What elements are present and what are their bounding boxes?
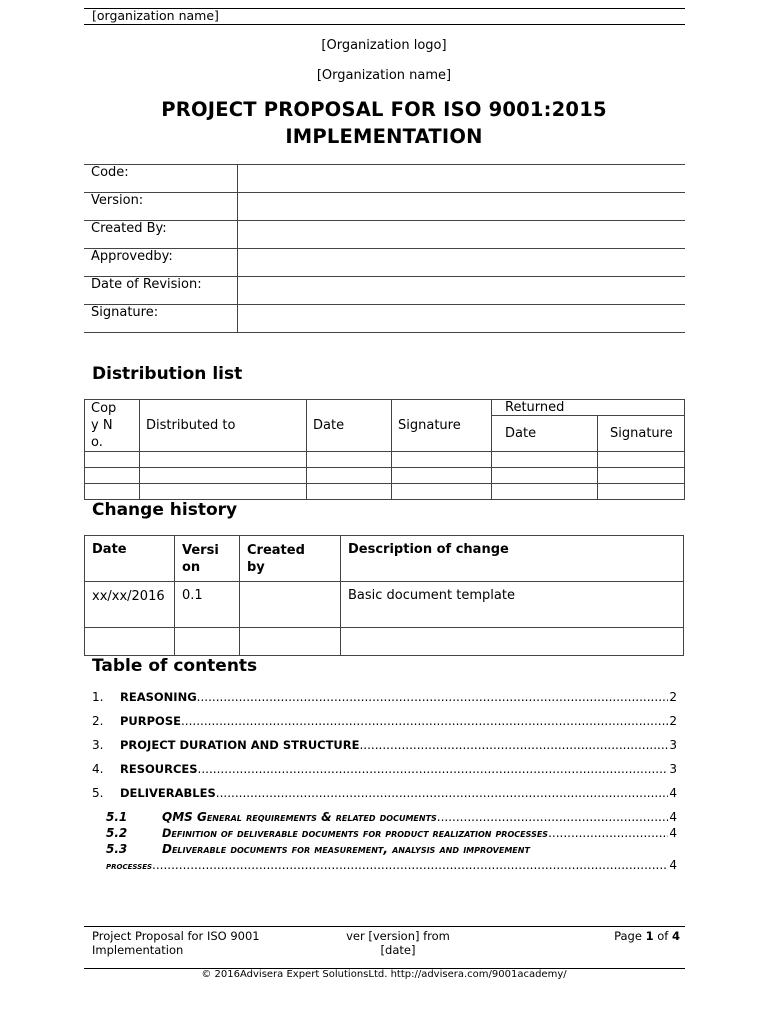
table-row xyxy=(85,628,684,656)
change-history-heading: Change history xyxy=(92,500,238,520)
date-of-revision-label: Date of Revision: xyxy=(84,277,238,305)
toc-list xyxy=(92,690,677,880)
toc-item[interactable]: 5. DELIVERABLES ..... 4 xyxy=(92,786,677,800)
copy-no-header: Copy No. xyxy=(85,400,140,452)
footer-copyright: © 2016Advisera Expert SolutionsLtd. http://advisera.com/9001academy/ xyxy=(201,969,567,980)
returned-signature-header: Signature xyxy=(598,416,685,452)
approved-by-label: Approvedby: xyxy=(84,249,238,277)
footer-top-rule xyxy=(84,926,685,927)
ch-cell-version: 0.1 xyxy=(175,582,240,628)
code-value[interactable] xyxy=(238,165,686,193)
org-name-placeholder: [Organization name] xyxy=(316,68,452,83)
version-value[interactable] xyxy=(238,193,686,221)
ch-created-by-header: Created by xyxy=(240,536,341,582)
code-label: Code: xyxy=(84,165,238,193)
header-org-name: [organization name] xyxy=(92,8,219,23)
logo-placeholder: [Organization logo] xyxy=(321,38,447,53)
signature-header: Signature xyxy=(392,400,492,452)
date-header: Date xyxy=(307,400,392,452)
approved-by-value[interactable] xyxy=(238,249,686,277)
toc-subitem[interactable]: 5.1 QMS General requirements & related documents ..... 4 xyxy=(106,810,677,824)
created-by-label: Created By: xyxy=(84,221,238,249)
signature-value[interactable] xyxy=(238,305,686,333)
version-label: Version: xyxy=(84,193,238,221)
returned-date-header: Date xyxy=(492,416,598,452)
footer-version: ver [version] from [date] xyxy=(346,929,450,957)
ch-cell-created-by xyxy=(240,582,341,628)
toc-subitem[interactable]: 5.3 Deliverable documents for measurement, analysis and improvement xyxy=(106,842,530,856)
toc-item[interactable]: 3. PROJECT DURATION AND STRUCTURE ..... 3 xyxy=(92,738,677,752)
page-title-line1: PROJECT PROPOSAL FOR ISO 9001:2015 xyxy=(161,98,607,121)
ch-cell-date: xx/xx/2016 xyxy=(85,582,175,628)
footer-doc-name: Project Proposal for ISO 9001 Implementation xyxy=(92,929,260,957)
table-row xyxy=(85,582,684,628)
table-row xyxy=(85,484,685,500)
returned-header: Returned xyxy=(492,400,685,416)
created-by-value[interactable] xyxy=(238,221,686,249)
distributed-to-header: Distributed to xyxy=(140,400,307,452)
table-row xyxy=(85,468,685,484)
distribution-table xyxy=(84,399,685,500)
date-of-revision-value[interactable] xyxy=(238,277,686,305)
ch-date-header: Date xyxy=(85,536,175,582)
toc-item[interactable]: 4. RESOURCES ..... 3 xyxy=(92,762,677,776)
ch-version-header: Version xyxy=(175,536,240,582)
toc-item[interactable]: 1. REASONING ..... 2 xyxy=(92,690,677,704)
header-bottom-rule xyxy=(84,24,685,25)
toc-subitem-continued[interactable]: processes ..... 4 xyxy=(106,858,677,872)
page-title-line2: IMPLEMENTATION xyxy=(285,125,483,148)
ch-cell-description: Basic document template xyxy=(341,582,684,628)
distribution-list-heading: Distribution list xyxy=(92,364,243,384)
signature-label: Signature: xyxy=(84,305,238,333)
toc-subitem[interactable]: 5.2 Definition of deliverable documents for product realization processes ..... 4 xyxy=(106,826,677,840)
ch-description-header: Description of change xyxy=(341,536,684,582)
change-history-table xyxy=(84,535,684,656)
toc-heading: Table of contents xyxy=(92,656,258,676)
table-row xyxy=(85,452,685,468)
footer-page-number: Page 1 of 4 xyxy=(614,929,680,943)
document-info-table xyxy=(84,164,685,333)
toc-item[interactable]: 2. PURPOSE ..... 2 xyxy=(92,714,677,728)
